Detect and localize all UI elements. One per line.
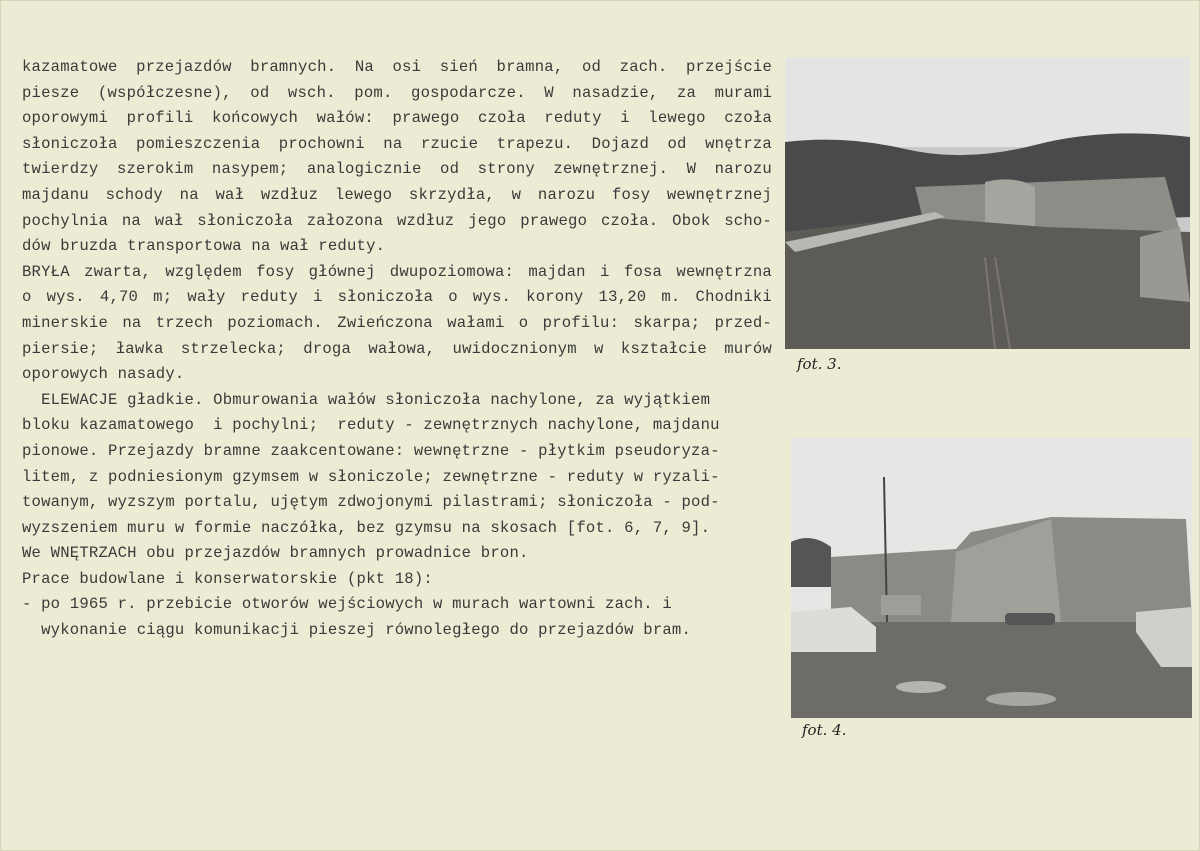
text-line: wyzszeniem muru w formie naczółka, bez gzymsu na skosach [fot. 6, 7, 9]. xyxy=(22,518,711,537)
text-line: pionowe. Przejazdy bramne zaakcentowane: wewnętrzne - płytkim pseudoryza- xyxy=(22,441,720,460)
text-line: oporowymi profili końcowych wałów: prawego czoła reduty i lewego czoła xyxy=(22,109,772,128)
text-line: piersie; ławka strzelecka; droga wałowa, uwidocznionym w kształcie murów xyxy=(22,339,772,358)
text-line: bloku kazamatowego i pochylni; reduty - zewnętrznych nachylone, majdanu xyxy=(22,416,720,435)
photo-3-caption: fot. 3. xyxy=(797,355,842,373)
text-line: oporowych nasady. xyxy=(22,365,185,384)
text-line: ELEWACJE gładkie. Obmurowania wałów słoniczoła nachylone, za wyjątkiem xyxy=(22,390,711,409)
text-line: We WNĘTRZACH obu przejazdów bramnych prowadnice bron. xyxy=(22,544,529,563)
text-line: dów bruzda transportowa na wał reduty. xyxy=(22,237,386,256)
text-line: towanym, wyzszym portalu, ujętym zdwojonymi pilastrami; słoniczoła - pod- xyxy=(22,493,720,512)
text-line: piesze (współczesne), od wsch. pom. gospodarcze. W nasadzie, za murami xyxy=(22,83,772,102)
text-line: pochylnia na wał słoniczoła załozona wzdłuz jego prawego czoła. Obok scho- xyxy=(22,211,772,230)
text-line: twierdzy szerokim nasypem; analogicznie od strony zewnętrznej. W narozu xyxy=(22,160,772,179)
text-line: BRYŁA zwarta, względem fosy głównej dwupoziomowa: majdan i fosa wewnętrzna xyxy=(22,262,772,281)
text-line: majdanu schody na wał wzdłuz lewego skrzydła, w narozu fosy wewnętrznej xyxy=(22,185,772,204)
text-line: litem, z podniesionym gzymsem w słoniczole; zewnętrzne - reduty w ryzali- xyxy=(22,467,720,486)
photo-3 xyxy=(785,57,1190,349)
text-line: - po 1965 r. przebicie otworów wejściowych w murach wartowni zach. i xyxy=(22,595,672,614)
photo-4-caption: fot. 4. xyxy=(802,721,847,739)
photo-4 xyxy=(791,437,1192,718)
text-line: wykonanie ciągu komunikacji pieszej równoległego do przejazdów bram. xyxy=(22,621,692,640)
text-line: słoniczoła pomieszczenia prochowni na rzucie trapezu. Dojazd od wnętrza xyxy=(22,134,772,153)
text-line: o wys. 4,70 m; wały reduty i słoniczoła o wys. korony 13,20 m. Chodniki xyxy=(22,288,772,307)
text-line: minerskie na trzech poziomach. Zwieńczona wałami o profilu: skarpa; przed- xyxy=(22,313,772,332)
body-text xyxy=(22,55,772,644)
text-line: Prace budowlane i konserwatorskie (pkt 18): xyxy=(22,569,433,588)
text-line: kazamatowe przejazdów bramnych. Na osi sień bramna, od zach. przejście xyxy=(22,58,772,76)
